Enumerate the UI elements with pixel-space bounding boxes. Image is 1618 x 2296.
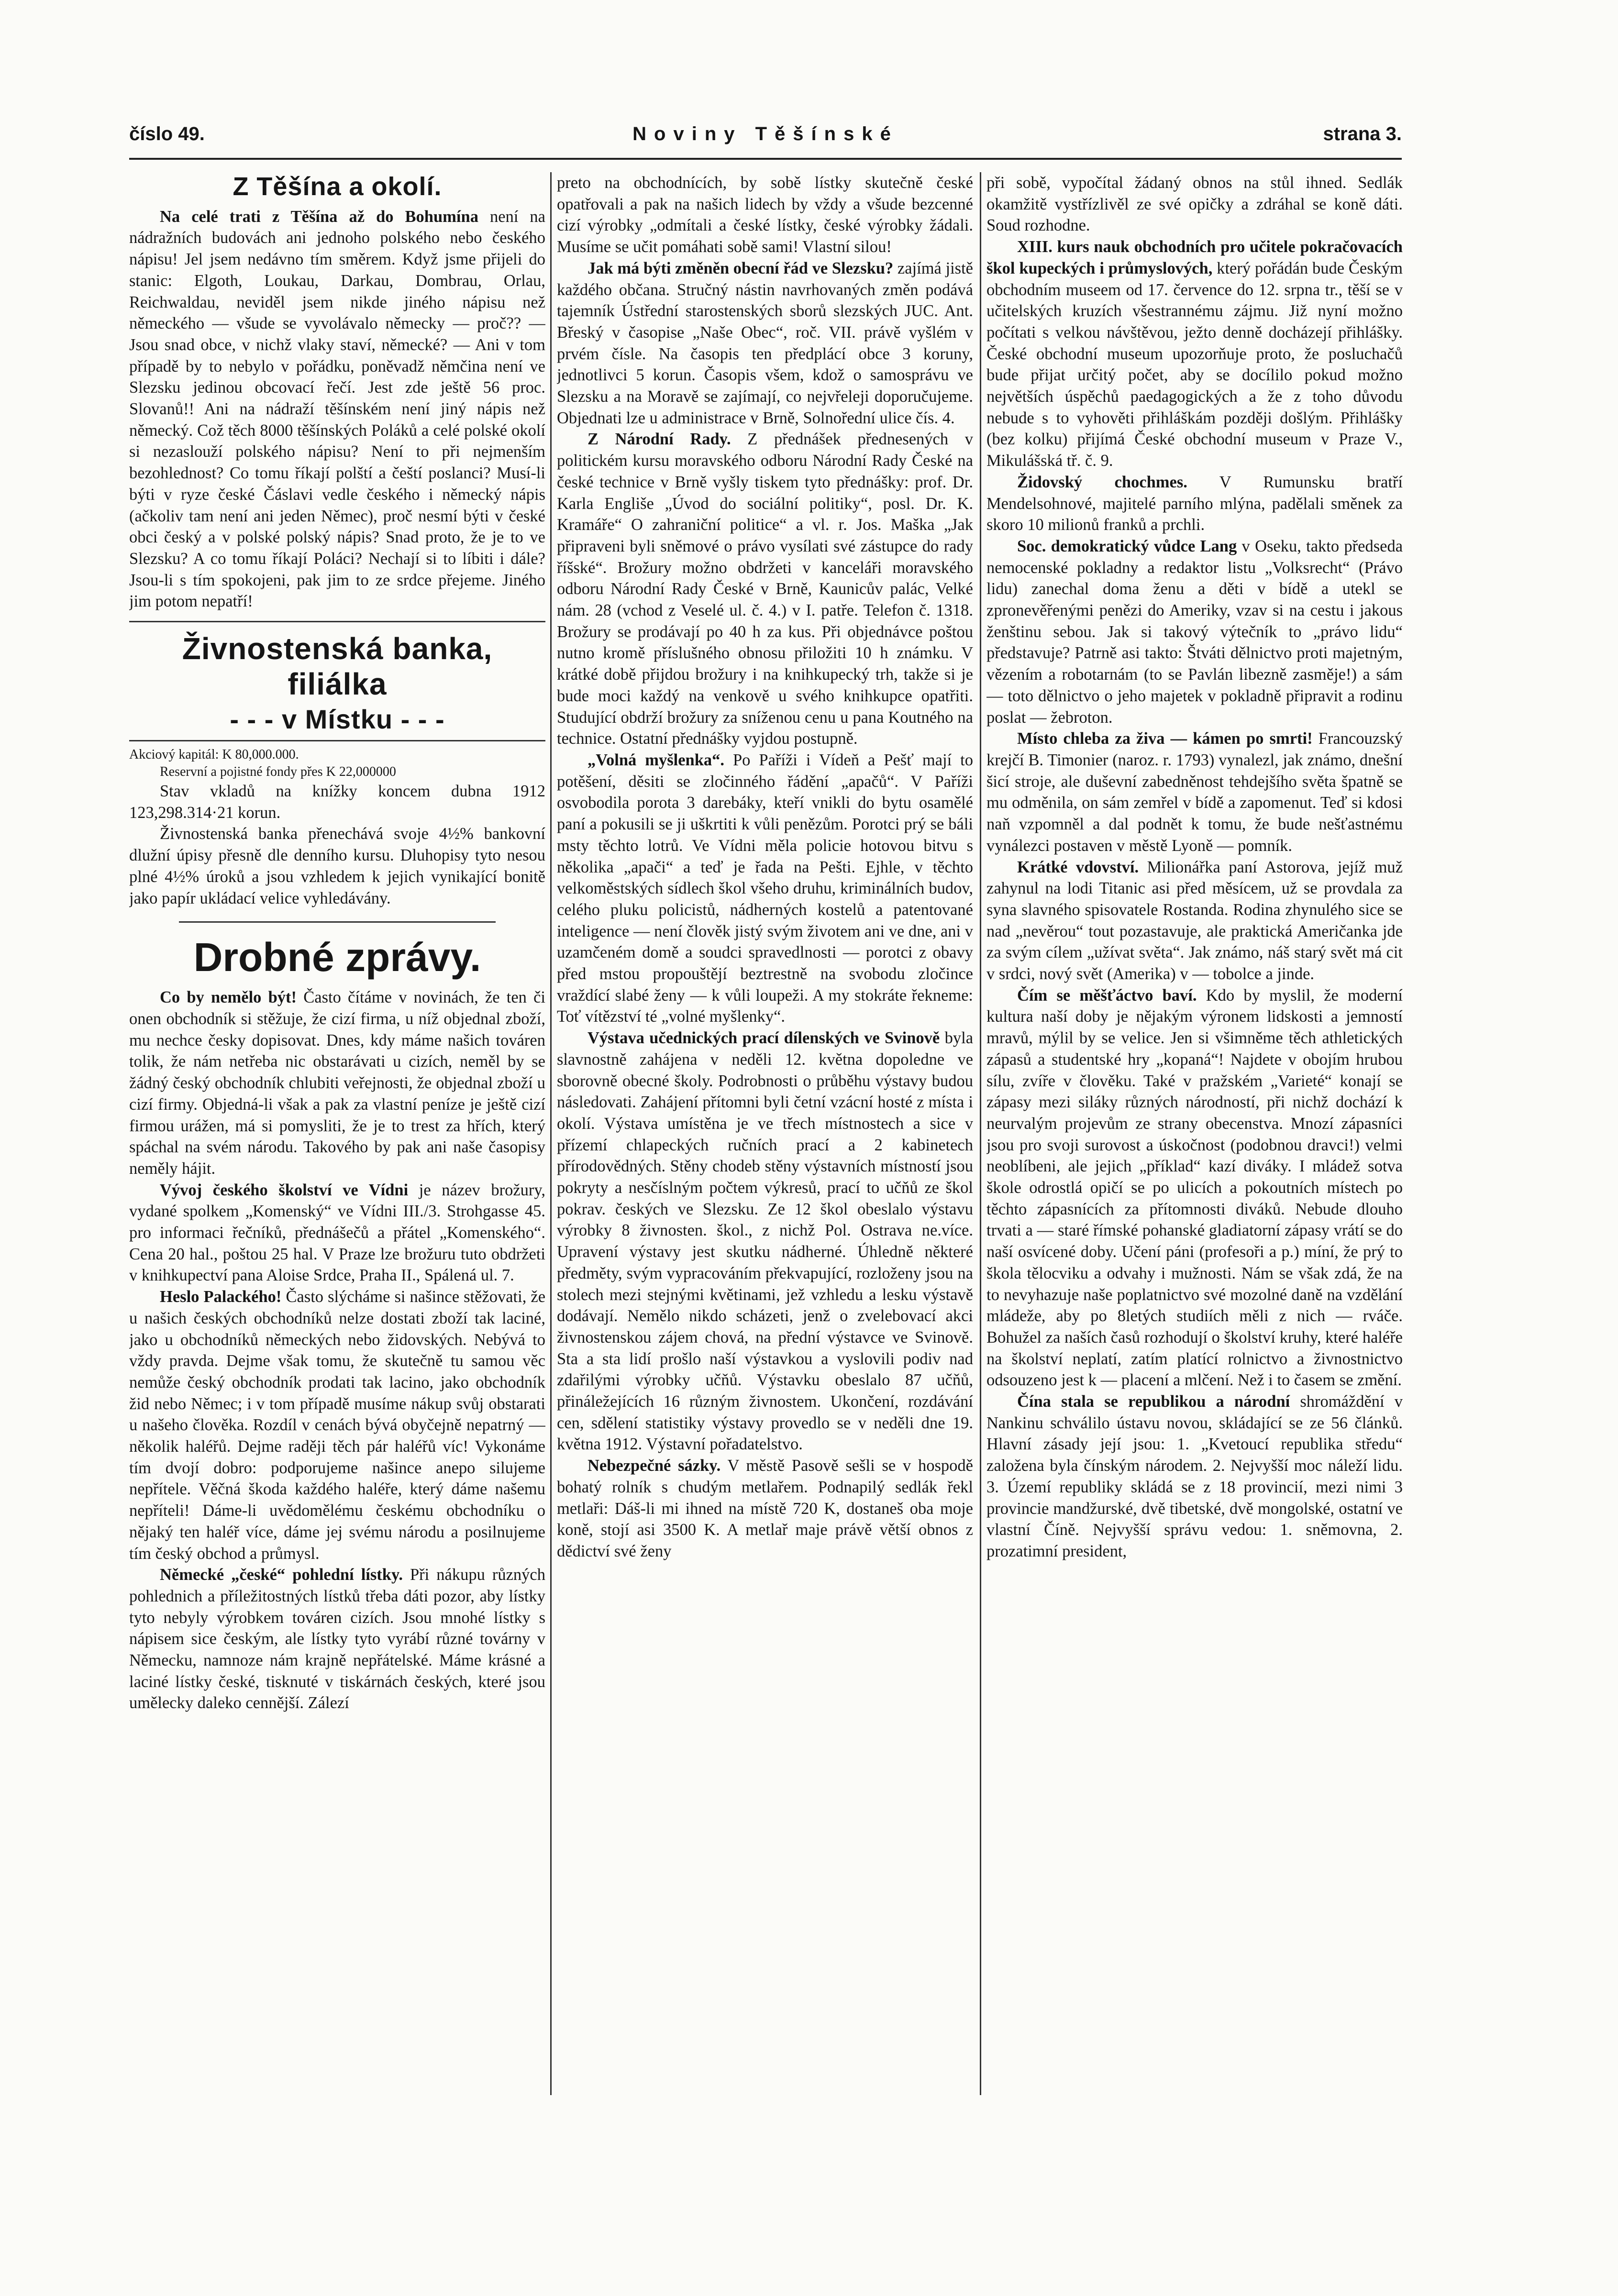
article-continuation: při sobě, vypočítal žádaný obnos na stůl ihned. Sedlák okamžitě vystřízlivěl ze své opičky a zdráhal se koně dáti. Soud rozhodne.	[986, 174, 1403, 235]
bank-capital: Akciový kapitál: K 80,000.000.	[129, 747, 299, 762]
bank-paragraph: Živnostenská banka přenechává svoje 4½% bankovní dlužní úpisy přesně dle denního kursu. Dluhopisy tyto nesou plné 4½% úroků a jsou vzhledem k jejich vynikající bonitě jako papír ukládací velice vyhledávány.	[129, 825, 545, 907]
bank-ad-title: Živnostenská banka, filiálka	[182, 631, 493, 702]
column-3	[986, 172, 1403, 2277]
news-title: Drobné zprávy.	[193, 935, 481, 980]
news-item: Krátké vdovství. Milionářka paní Astorova, jejíž muž zahynul na lodi Titanic asi před měsícem, už se provdala za syna slavného spisovatele Rostanda. Rodina zhynulého sice se nad „nevěrou“ tout pozastavuje, ale praktická Američanka jde za svým cílem „užívat světa“. Jak známo, náš starý svět má cit v srdci, nový svět (Amerika) v — tobolce a jinde.	[986, 858, 1403, 983]
page-header	[129, 123, 1402, 152]
newspaper-title: Noviny Těšínské	[632, 123, 898, 144]
news-item: Heslo Palackého! Často slýcháme si našince stěžovati, že u našich českých obchodníků nelze dostati zboží tak laciné, jako u obchodníků německých nebo židovských. Nebývá to vždy pravda. Dejme však tomu, že skutečně tu samou věc nemůže český obchodník prodati tak lacino, jako obchodník žid nebo Němec; i v tom případě musíme nákup svůj obstarati u našeho člověka. Rozdíl v cenách bývá obyčejně nepatrný — několik haléřů. Dejme raději těch pár haléřů víc! Vykonáme tím dvojí dobro: podporujeme našince anepo silujeme nepřítele. Věčná škoda každého haléře, který dáme našemu nepříteli! Dáme-li uvědomělému českému obchodníku o nějaký ten haléř více, dáme jej svému národu a posilnujeme tím český obchod a průmysl.	[129, 1288, 545, 1563]
news-item: Židovský chochmes. V Rumunsku bratří Mendelsohnové, majitelé parního mlýna, padělali směnek za skoro 10 milionů franků a prchli.	[986, 473, 1403, 534]
news-item: XIII. kurs nauk obchodních pro učitele pokračovacích škol kupeckých i průmyslových, který pořádán bude Českým obchodním museem od 17. července do 12. srpna tr., těší se v učitelských kruzích všestrannému zájmu. Již nyní možno počítati s velkou návštěvou, ježto denně docházejí přihlášky. České obchodní museum upozorňuje proto, že posluchačů bude přijat určitý počet, aby se docílilo pokud možno největších úspěchů paedagogických a že z toho důvodu nebude s to vyhověti přihláškám později došlým. Přihlášky (bez kolku) přijímá České obchodní museum v Praze V., Mikulášská tř. č. 9.	[986, 238, 1403, 470]
column-1	[129, 172, 545, 2277]
news-item: Čím se měšťáctvo baví. Kdo by myslil, že moderní kultura naší doby je nějakým výronem lidskosti a jemností mravů, mýlil by se velice. Jen si všimněme těch athletických zápasů a studentské hry „kopaná“! Najdete v obojím hrubou sílu, zvíře v člověku. Také v pražském „Varieté“ konají se zápasy mezi siláky různých národností, při nichž dochází k neurvalým projevům ze strany obecenstva. Mnozí zápasníci jsou pro svoji surovost a úskočnost (podobnou dravci!) velmi neoblíbeni, ale jejich „příklad“ kazí diváky. I mládež sotva škole odrostlá opičí se po ulicích a pokoutních místech po těchto zápasnících za přítomnosti diváků. Nebude dlouho trvati a — staré římské pohanské gladiatorní zápasy vrátí se do naší osvícené doby. Učení páni (profesoři a p.) míní, že prý to škola tělocviku a odvahy i mužnosti. Nám se však zdá, že na to nevyhazuje naše poplatnictvo své mozolné daně na vzdělání mládeže, aby po 8letých studiích měli z nich — rváče. Bohužel za naších časů rozhodují o školství kruhy, které haléře na školství neplatí, zatím platící rolnictvo a živnostnictvo odsouzeno jest k — placení a mlčení. Než i to časem se změní.	[986, 986, 1403, 1390]
issue-number: číslo 49.	[129, 123, 205, 144]
news-item: Nebezpečné sázky. V městě Pasově sešli se v hospodě bohatý rolník s chudým metlařem. Podnapilý sedlák řekl metlaři: Dáš-li mi ihned na místě 720 K, dostaneš oba moje koně, stojí asi 3500 K. A metlař maje právě větší obnos z dědictví své ženy	[557, 1457, 973, 1560]
divider	[179, 921, 495, 923]
divider	[129, 621, 545, 622]
column-divider	[980, 172, 981, 2095]
news-item: Z Národní Rady. Z přednášek přednesených v politickém kursu moravského odboru Národní Rady České na české technice v Brně vyšly tiskem tyto přednášky: prof. Dr. Karla Engliše „Úvod do sociální politiky“, posl. Dr. K. Kramáře“ O zahraniční politice“ a vl. r. Jos. Maška „Jak připraveni byli sněmové o právo vysílati své zástupce do rady říšské“. Brožury možno obdržeti v kanceláři moravského odboru Národní Rady České v Brně, Kaunicův palác, Velké nám. 28 (vchod z Veselé ul. č. 4.) v I. patře. Telefon č. 1318. Brožury se prodávají po 40 h za kus. Při objednávce poštou nutno kromě příslušného obnosu přiložiti 10 h známku. V krátké době přijdou brožury i na knihkupecký trh, takže si je bude moci každý na venkově u svého knihkupce opatřiti. Studující obdrží brožury za sníženou cenu u pana Koutného na technice. Ostatní přednášky vyjdou postupně.	[557, 430, 973, 748]
column-divider	[550, 172, 552, 2095]
news-item: „Volná myšlenka“. Po Paříži i Vídeň a Pešť mají to potěšení, děsiti se zločinného řádění „apačů“. V Paříži osvobodila porota 3 darebáky, kteří vnikli do bytu osamělé paní a pokusili se ji uškrtiti k vůli penězům. Porotci prý se báli msty těchto lotrů. Ve Vídni měla policie hotovou bitvu s několika „apači“ a teď je řada na Pešti. Ejhle, v těchto velkoměstských sídlech škol všeho druhu, kriminálních budov, celého pluku policistů, nádherných kostelů a patentované inteligence — není člověk jistý svým životem ani ve dne, ani v uzamčeném domě a soudci spravedlnosti — porotci z obavy před mstou propouštějí beztrestně na svobodu zločince vraždící slabé ženy — k vůli loupeži. A my stokráte řekneme: Toť vítězství té „volné myšlenky“.	[557, 751, 973, 1026]
news-item: Výstava učednických prací dílenských ve Svinově byla slavnostně zahájena v neděli 12. května dopoledne ve sborovně obecné školy. Podrobnosti o průběhu výstavy budou následovati. Zahájení přítomni byli četní vzácní hosté z místa i okolí. Výstava umístěna je ve třech místnostech a sice v přízemí chlapeckých ručních prací a 2 kabinetech přírodovědných. Stěny chodeb stěny výstavních místností jsou pokryty a nesčíslným počtem výkresů, prací to učňů ze škol pokrav. českých ve Slezsku. Ze 12 škol obeslalo výstavu výrobky 8 živnosten. škol., z nichž Pol. Ostrava ne.více. Upravení výstavy jest skutku nádherné. Úhledně některé předměty, svým vypracováním překvapující, rozloženy jsou na stolech mezi stejnými květinami, jež vzhledu a lesku výstavě dodávají. Nemělo nikdo scházeti, jenž o zvelebovací akci živnostenskou zájem chová, na přední výstavce ve Svinově. Sta a sta lidí prošlo naší výstavkou a vyslovili podiv nad zdařilými výrobky učňů. Výstavku obeslalo 87 učňů, přináležejících 16 různým živnostem. Ukončení, rozdávání cen, sdělení statistiky výstavy provedlo se v neděli dne 19. května 1912. Výstavní pořadatelstvo.	[557, 1029, 973, 1454]
news-item: Čína stala se republikou a národní shromáždění v Nankinu schválilo ústavu novou, skládající se ze 56 článků. Hlavní zásady její jsou: 1. „Kvetoucí republika středu“ založena byla čínským národem. 2. Nejvyšší moc náleží lidu. 3. Území republiky skládá se z 18 provincií, mezi nimi 3 provincie mandžurské, dvě tibetské, dvě mongolské, ostatní ve vlastní Číně. Nejvyšší správu vedou: 1. sněmovna, 2. prozatimní president,	[986, 1392, 1403, 1560]
divider	[129, 740, 545, 741]
news-item: Německé „české“ pohlední lístky. Při nákupu různých pohlednich a příležitostných lístků třeba dáti pozor, aby lístky tyto nebyly výrobkem továren cizích. Jsou mnohé lístky s nápisem sice českým, ale lístky tyto vyrábí různé továrny v Německu, namnoze nám krajně nepřátelské. Máme krásné a laciné lístky české, tisknuté v tiskárnách českých, které jsou umělecky daleko cennější. Zálezí	[129, 1566, 545, 1712]
page-number: strana 3.	[1323, 123, 1402, 144]
article-text: Na celé trati z Těšína až do Bohumína není na nádražních budovách ani jednoho polského nebo českého nápisu! Jel jsem nedávno tím směrem. Když jsme přijeli do stanic: Elgoth, Loukau, Darkau, Dombrau, Orlau, Reichwaldau, neviděl jsem nikde jiného nápisu než německého — všude se vyvolávalo německy — proč?? — Jsou snad obce, v nichž vlaky staví, německé? — Ani v tom případě by to nebylo v pořádku, poněvadž němčina není ve Slezsku jedinou obcovací řečí. Jest zde ještě 56 proc. Slovanů!! Ani na nádraží těšínském není jiný nápis než německý. Což těch 8000 těšínských Poláků a celé polské okolí si nezaslouží polského nápisu? Není to při nejmenším bezohlednost? Co tomu říkají polští a čeští poslanci? Musí-li býti v ryze české Čáslavi vedle českého i německý nápis (ačkoliv tam není ani jeden Němec), proč nesmí býti v české obci český a v polské polský nápis? Snad proto, že je to ve Slezsku? A co tomu říkají Poláci? Nechají si to líbiti i dále? Jsou-li s tím spokojeni, pak jim to ze srdce přejeme. Jiného jim potom nepatří!	[129, 207, 545, 611]
column-2	[557, 172, 973, 2277]
bank-reserves: Reservní a pojistné fondy přes K 22,000000	[160, 764, 396, 780]
article-continuation: preto na obchodnících, by sobě lístky skutečně české opatřovali a pak na našich lidech by vždy a všude bezcenné cizí výrobky „odmítali a české lístky, české výrobky žádali. Musíme se učit pomáhati sobě sami! Vlastní silou!	[557, 174, 973, 256]
bank-ad-subtitle: - - - v Místku - - -	[230, 704, 445, 735]
header-rule	[129, 158, 1402, 160]
news-item: Soc. demokratický vůdce Lang v Oseku, takto předseda nemocenské pokladny a redaktor listu „Volksrecht“ (Právo lidu) zanechal doma ženu a děti v bídě a utekl se zpronevěřenými penězi do Ameriky, vzav si na cestu i jakous ženštinu sebou. Jak si takový výtečník to „právo lidu“ představuje? Patrně asi takto: Štváti dělnictvo proti majetným, vězením a robotarnám (to se Pavlán libezně zasměje!) a sám — toto dělnictvo o jeho majetek v pokladně připravit a rodinu poslat — žebroton.	[986, 537, 1403, 727]
section-title: Z Těšína a okolí.	[233, 172, 442, 201]
news-item: Jak má býti změněn obecní řád ve Slezsku? zajímá jistě každého občana. Stručný nástin navrhovaných změn podává tajemník Ústřední starostenských sborů slezských JUC. Ant. Břeský v časopise „Naše Obec“, roč. VII. právě vyšlém v prvém čísle. Na časopis ten předplácí obce 3 koruny, jednotlivci 5 korun. Časopis všem, kdož o samosprávu ve Slezsku a na Moravě se zajímají, co nejvřeleji doporučujeme. Objednati lze u administrace v Brně, Solnořední ulice čís. 4.	[557, 259, 973, 427]
news-item: Vývoj českého školství ve Vídni je název brožury, vydané spolkem „Komenský“ ve Vídni III./3. Strohgasse 45. pro informaci řečníků, přednášečů a přátel „Komenského“. Cena 20 hal., poštou 25 hal. V Praze lze brožuru tuto obdržeti v knihkupectví pana Aloise Srdce, Praha II., Spálená ul. 7.	[129, 1181, 545, 1285]
news-item: Místo chleba za živa — kámen po smrti! Francouzský krejčí B. Timonier (naroz. r. 1793) vynalezl, jak známo, dnešní šicí stroje, ale duševní zabedněnost tehdejšího světa špatně se mu odměnila, on sám zemřel v bídě a zapomenut. Teď si kdosi naň vzpomněl a dal podnět k tomu, že bude nešťastnému vynálezci postaven v městě Lyoně — pomník.	[986, 729, 1403, 855]
bank-paragraph: Stav vkladů na knížky koncem dubna 1912 123,298.314·21 korun.	[129, 782, 545, 822]
news-item: Co by nemělo být! Často čítáme v novinách, že ten či onen obchodník si stěžuje, že cizí firma, u níž objednal zboží, mu nechce česky dopisovat. Dnes, kdy máme našich továren tolik, že nám netřeba nic obstarávati u cizích, neměl by se žádný český obchodník chlubiti veřejnosti, že objednal zboží u cizí firmy. Objedná-li však a pak za vlastní peníze je ještě cizí firmou urážen, má si pomysliti, že je to trest za hřích, který spáchal na svém národu. Takového by pak ani naše časopisy neměly hájit.	[129, 988, 545, 1178]
